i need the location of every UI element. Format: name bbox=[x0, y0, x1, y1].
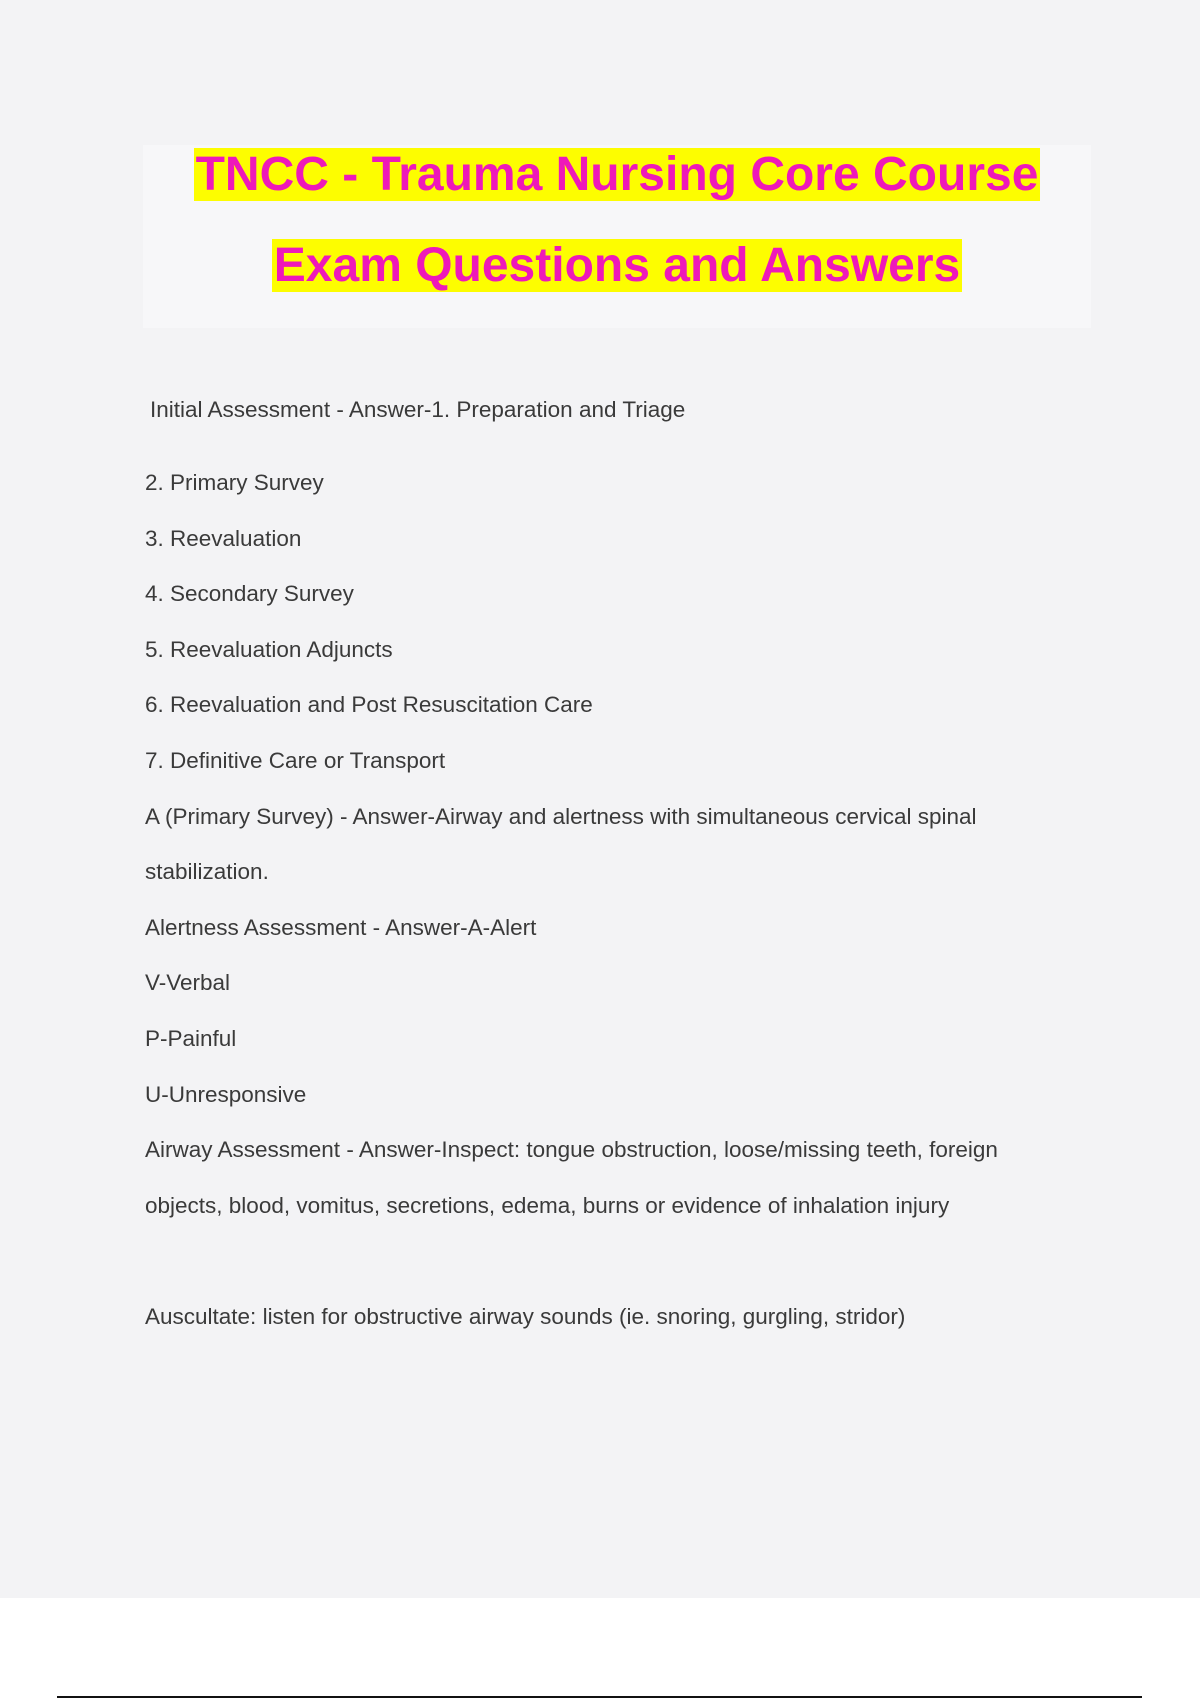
footer-divider bbox=[57, 1696, 1142, 1698]
avpu-unresponsive: U-Unresponsive bbox=[145, 1082, 307, 1107]
primary-survey-answer-line-1: A (Primary Survey) - Answer-Airway and alertness with simultaneous cervical spinal bbox=[145, 804, 977, 829]
list-item-definitive-care: 7. Definitive Care or Transport bbox=[145, 748, 446, 773]
airway-assessment-answer-line-1: Airway Assessment - Answer-Inspect: tongue obstruction, loose/missing teeth, foreign bbox=[145, 1137, 998, 1162]
title-line-1 bbox=[143, 145, 1091, 205]
list-item-post-resuscitation-care: 6. Reevaluation and Post Resuscitation Care bbox=[145, 692, 593, 717]
list-item-primary-survey: 2. Primary Survey bbox=[145, 470, 324, 495]
initial-assessment-question: Initial Assessment - Answer-1. Preparation and Triage bbox=[150, 397, 686, 422]
avpu-verbal: V-Verbal bbox=[145, 970, 231, 995]
airway-assessment-answer-line-2: objects, blood, vomitus, secretions, edema, burns or evidence of inhalation injury bbox=[145, 1193, 950, 1218]
avpu-painful: P-Painful bbox=[145, 1026, 237, 1051]
list-item-reevaluation-adjuncts: 5. Reevaluation Adjuncts bbox=[145, 637, 393, 662]
title-line-2-text: Exam Questions and Answers bbox=[273, 239, 961, 292]
title-line-1-text: TNCC - Trauma Nursing Core Course bbox=[195, 148, 1039, 201]
list-item-secondary-survey: 4. Secondary Survey bbox=[145, 581, 354, 606]
primary-survey-answer-line-2: stabilization. bbox=[145, 859, 269, 884]
auscultate-line: Auscultate: listen for obstructive airway sounds (ie. snoring, gurgling, stridor) bbox=[145, 1304, 906, 1329]
list-item-reevaluation: 3. Reevaluation bbox=[145, 526, 302, 551]
title-block bbox=[143, 145, 1091, 328]
alertness-assessment-answer: Alertness Assessment - Answer-A-Alert bbox=[145, 915, 537, 940]
title-line-2 bbox=[143, 236, 1091, 296]
